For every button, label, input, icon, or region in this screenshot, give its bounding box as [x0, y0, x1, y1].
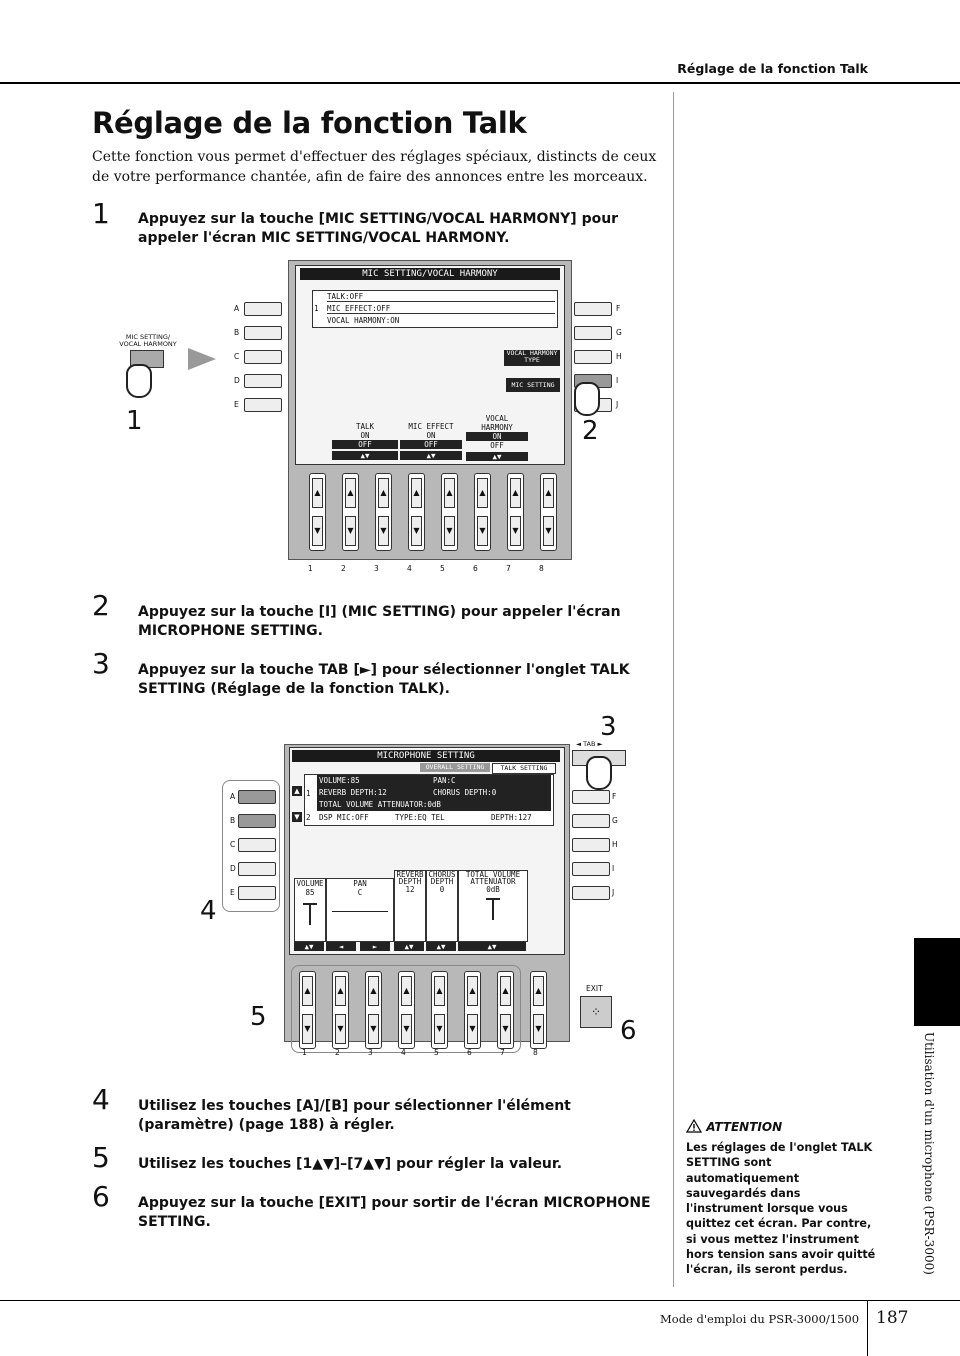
fader-number: 7 [506, 564, 511, 573]
key-label: G [616, 328, 622, 337]
screen-title: MICROPHONE SETTING [292, 750, 560, 762]
lcd-frame [288, 260, 572, 560]
step-text: Utilisez les touches [1▲▼]–[7▲▼] pour régler la valeur. [138, 1156, 563, 1172]
side-button-b[interactable] [238, 814, 276, 828]
param-reverb-depth [394, 870, 426, 942]
tab-label: ◄ TAB ► [576, 740, 603, 748]
side-button-c[interactable] [238, 838, 276, 852]
fader-number: 5 [434, 1048, 439, 1057]
figure-microphone-setting [196, 712, 646, 1072]
panel-button-label: MIC SETTING/ [125, 333, 171, 341]
vocal-harmony-column [466, 414, 528, 461]
settings-list [304, 774, 554, 826]
row-number: 2 [306, 813, 311, 822]
key-label: B [234, 328, 240, 337]
side-button-g[interactable] [572, 814, 610, 828]
column-option-off: OFF [400, 440, 462, 449]
fader-number: 3 [374, 564, 379, 573]
callout-number: 1 [126, 406, 143, 436]
step-number: 3 [92, 647, 110, 680]
key-label: G [612, 816, 618, 825]
up-down-arrows[interactable]: ▲▼ [458, 942, 526, 951]
fader-button-2[interactable]: ▲ ▼ [332, 971, 349, 1049]
lcd-frame [284, 744, 570, 1042]
arrow-left-button[interactable]: ◄ [326, 942, 356, 951]
fader-button-4[interactable]: ▲ ▼ [408, 473, 425, 551]
step-text: Appuyez sur la touche [MIC SETTING/VOCAL HARMONY] pour appeler l'écran MIC SETTING/VOCAL HARMONY. [138, 211, 619, 246]
fader-number: 1 [308, 564, 313, 573]
fader-number: 6 [467, 1048, 472, 1057]
figure-mic-setting-vocal-harmony [118, 258, 638, 578]
step-text: Appuyez sur la touche [I] (MIC SETTING) pour appeler l'écran MICROPHONE SETTING. [138, 604, 621, 639]
mic-effect-column [400, 422, 462, 460]
param-value: 12 [405, 885, 415, 894]
key-label: D [230, 864, 236, 873]
column-option-on: ON [466, 432, 528, 441]
callout-number: 5 [250, 1002, 267, 1032]
setting-value: PAN:C [433, 776, 456, 785]
scroll-down-icon[interactable]: ▼ [292, 812, 302, 822]
side-button-h[interactable] [572, 838, 610, 852]
chapter-tab [914, 938, 960, 1026]
fader-number: 8 [539, 564, 544, 573]
step-text: Appuyez sur la touche [EXIT] pour sortir de l'écran MICROPHONE SETTING. [138, 1195, 651, 1230]
step-number: 5 [92, 1141, 110, 1174]
side-button-i[interactable] [572, 862, 610, 876]
step-number: 6 [92, 1180, 110, 1213]
warning-triangle-icon [686, 1119, 702, 1133]
tab-overall-setting[interactable]: OVERALL SETTING [420, 763, 490, 772]
side-button-d[interactable] [238, 862, 276, 876]
side-button-h[interactable] [574, 350, 612, 364]
key-label: J [616, 400, 619, 409]
fader-button-1[interactable]: ▲ ▼ [309, 473, 326, 551]
key-label: C [230, 840, 236, 849]
key-label: F [616, 304, 621, 313]
setting-row[interactable]: TALK:OFF [327, 292, 555, 302]
step-text: Appuyez sur la touche TAB [►] pour sélectionner l'onglet TALK SETTING (Réglage de la fonction TALK). [138, 662, 630, 697]
fader-button-6[interactable]: ▲ ▼ [474, 473, 491, 551]
setting-row-1[interactable] [317, 775, 551, 811]
param-chorus-depth [426, 870, 458, 942]
setting-value: CHORUS DEPTH:0 [433, 788, 497, 797]
side-button-e[interactable] [238, 886, 276, 900]
setting-row[interactable]: VOCAL HARMONY:ON [327, 316, 400, 325]
param-value: 0dB [486, 885, 500, 894]
vocal-harmony-type-button[interactable] [504, 350, 560, 366]
running-header: Réglage de la fonction Talk [677, 61, 868, 76]
fader-number: 3 [368, 1048, 373, 1057]
side-button-b[interactable] [244, 326, 282, 340]
tab-talk-setting[interactable]: TALK SETTING [492, 763, 556, 774]
side-button-f[interactable] [574, 302, 612, 316]
setting-value: DSP MIC:OFF [319, 813, 369, 822]
fader-number: 1 [302, 1048, 307, 1057]
fader-number: 8 [533, 1048, 538, 1057]
pointing-hand-icon [586, 756, 612, 790]
fader-button-6[interactable]: ▲ ▼ [464, 971, 481, 1049]
up-down-arrows[interactable]: ▲▼ [400, 451, 462, 460]
fader-number: 6 [473, 564, 478, 573]
key-label: E [234, 400, 239, 409]
callout-number: 4 [200, 896, 217, 926]
attention-heading [686, 1119, 782, 1134]
key-label: H [612, 840, 618, 849]
pointing-hand-icon [574, 382, 600, 416]
side-button-a[interactable] [238, 790, 276, 804]
setting-value: TOTAL VOLUME ATTENUATOR:0dB [319, 800, 441, 809]
key-label: A [230, 792, 236, 801]
side-button-d[interactable] [244, 374, 282, 388]
key-label: I [612, 864, 615, 873]
setting-value: VOLUME:85 [319, 776, 360, 785]
fader-button-4[interactable]: ▲ ▼ [398, 971, 415, 1049]
lcd-screen [295, 265, 565, 465]
step-number: 4 [92, 1083, 110, 1116]
key-label: C [234, 352, 240, 361]
fader-number: 2 [335, 1048, 340, 1057]
lcd-screen [289, 747, 565, 955]
screen-title: MIC SETTING/VOCAL HARMONY [300, 268, 560, 280]
param-label: PAN [353, 879, 367, 888]
arrow-right-button[interactable]: ► [360, 942, 390, 951]
talk-column [332, 422, 398, 460]
param-pan [326, 878, 394, 942]
step-number: 1 [92, 197, 110, 230]
button-label: VOCAL HARMONY [506, 349, 558, 357]
column-label: MIC EFFECT [408, 422, 454, 431]
fader-button-1[interactable]: ▲ ▼ [299, 971, 316, 1049]
fader-number: 2 [341, 564, 346, 573]
fader-button-7[interactable]: ▲ ▼ [507, 473, 524, 551]
row-number: 1 [306, 789, 311, 798]
side-button-e[interactable] [244, 398, 282, 412]
param-label: TOTAL VOLUME ATTENUATOR [465, 870, 521, 886]
column-option-on: ON [426, 431, 436, 440]
fader-button-7[interactable]: ▲ ▼ [497, 971, 514, 1049]
key-label: H [616, 352, 622, 361]
header-rule [0, 82, 960, 84]
mic-setting-button[interactable]: MIC SETTING [506, 378, 560, 392]
setting-value: DEPTH:127 [491, 813, 532, 822]
attention-body: Les réglages de l'onglet TALK SETTING sont automatiquement sauvegardés dans l'instrument lorsque vous quittez cet écran. Par contre, si vous mettez l'instrument hors tension sans avoir quitté l'écran, ils seront perdus. [686, 1141, 876, 1277]
side-button-g[interactable] [574, 326, 612, 340]
exit-label: EXIT [586, 984, 603, 993]
column-divider [673, 92, 674, 1287]
fader-number: 4 [401, 1048, 406, 1057]
column-label: VOCAL [485, 414, 509, 423]
step-text: Utilisez les touches [A]/[B] pour sélectionner l'élément (paramètre) (page 188) à régler. [138, 1098, 571, 1133]
arrow-right-icon [188, 348, 216, 370]
settings-list [312, 290, 558, 328]
fader-number: 4 [407, 564, 412, 573]
key-label: E [230, 888, 235, 897]
column-option-off: OFF [332, 440, 398, 449]
callout-number: 3 [600, 712, 617, 742]
param-value: C [357, 888, 363, 897]
param-value: 0 [439, 885, 445, 894]
up-down-arrows[interactable]: ▲▼ [466, 452, 528, 461]
pointing-hand-icon [126, 364, 152, 398]
up-down-arrows[interactable]: ▲▼ [332, 451, 398, 460]
callout-number: 6 [620, 1016, 637, 1046]
setting-row[interactable]: MIC EFFECT:OFF [327, 304, 555, 314]
fader-button-5[interactable]: ▲ ▼ [431, 971, 448, 1049]
chapter-label: Utilisation d'un microphone (PSR-3000) [922, 1032, 936, 1275]
attention-label: ATTENTION [706, 1120, 783, 1134]
key-label: J [612, 888, 615, 897]
setting-row-2[interactable] [317, 813, 551, 824]
page-title: Réglage de la fonction Talk [92, 106, 527, 140]
param-total-volume-attenuator [458, 870, 528, 942]
fader-button-3[interactable]: ▲ ▼ [365, 971, 382, 1049]
setting-value: REVERB DEPTH:12 [319, 788, 387, 797]
column-option-on: ON [360, 431, 370, 440]
fader-button-8[interactable]: ▲ ▼ [540, 473, 557, 551]
intro-paragraph: Cette fonction vous permet d'effectuer des réglages spéciaux, distincts de ceux de votre performance chantée, afin de faire des annonces entre les morceaux. [92, 149, 657, 185]
side-button-a[interactable] [244, 302, 282, 316]
setting-value: TYPE:EQ TEL [395, 813, 445, 822]
key-label: D [234, 376, 240, 385]
exit-button[interactable]: ⁘ [580, 996, 612, 1028]
panel-button-label: VOCAL HARMONY [119, 340, 177, 348]
param-label: VOLUME [296, 879, 324, 888]
param-label: REVERB DEPTH [396, 870, 424, 886]
fader-button-8[interactable]: ▲ ▼ [530, 971, 547, 1049]
fader-number: 7 [500, 1048, 505, 1057]
param-volume [294, 878, 326, 942]
column-option-off: OFF [490, 441, 504, 450]
row-number: 1 [314, 304, 319, 313]
callout-number: 2 [582, 416, 599, 446]
key-label: I [616, 376, 619, 385]
column-label: TALK [355, 422, 375, 431]
column-label: HARMONY [481, 423, 513, 432]
fader-button-5[interactable]: ▲ ▼ [441, 473, 458, 551]
footer-divider [867, 1300, 868, 1356]
up-down-arrows[interactable]: ▲▼ [294, 942, 324, 951]
step-number: 2 [92, 589, 110, 622]
key-label: A [234, 304, 240, 313]
fader-button-3[interactable]: ▲ ▼ [375, 473, 392, 551]
side-button-j[interactable] [572, 886, 610, 900]
key-label: F [612, 792, 617, 801]
footer-rule [0, 1300, 960, 1301]
key-label: B [230, 816, 236, 825]
side-button-f[interactable] [572, 790, 610, 804]
page-number: 187 [876, 1308, 909, 1328]
up-down-arrows[interactable]: ▲▼ [394, 942, 424, 951]
footer-manual-title: Mode d'emploi du PSR-3000/1500 [660, 1312, 860, 1326]
up-down-arrows[interactable]: ▲▼ [426, 942, 456, 951]
param-value: 85 [305, 888, 315, 897]
scroll-up-icon[interactable]: ▲ [292, 786, 302, 796]
param-label: CHORUS DEPTH [428, 870, 456, 886]
fader-button-2[interactable]: ▲ ▼ [342, 473, 359, 551]
fader-number: 5 [440, 564, 445, 573]
button-label: TYPE [524, 356, 540, 364]
side-button-c[interactable] [244, 350, 282, 364]
